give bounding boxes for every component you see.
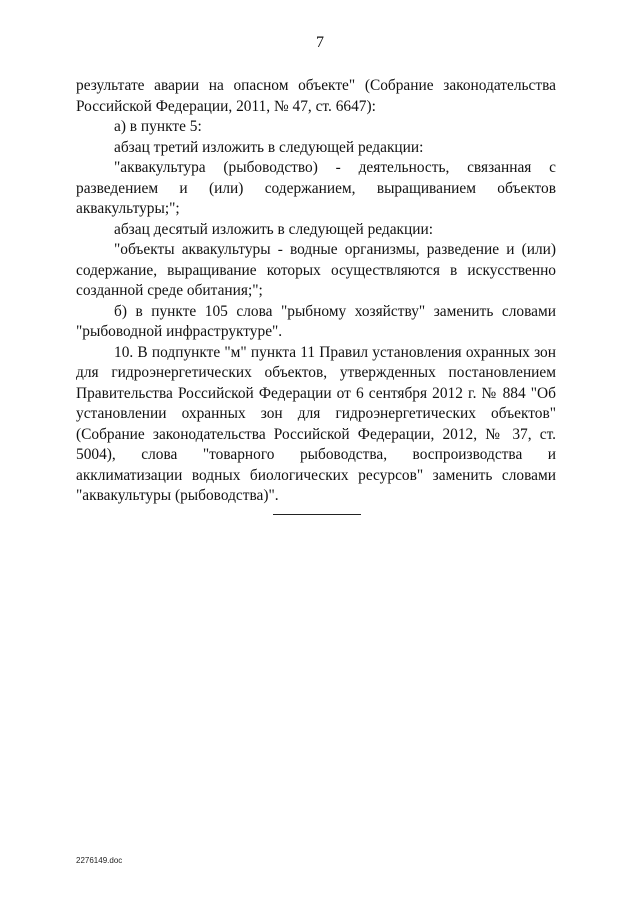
paragraph-8: 10. В подпункте "м" пункта 11 Правил установления охранных зон для гидроэнергетических объектов, утвержденных постановлением Правительства Российской Федерации от 6 сентября 2012 г. № 884 "Об установлении охранных зон для гидроэнергетических объектов" (Собрание законодательства Российской Федерации, 2012, № 37, ст. 5004), слова "товарного рыбоводства, воспроизводства и акклиматизации водных биологических ресурсов" заменить словами "аквакультуры (рыбоводства)". bbox=[76, 343, 556, 504]
paragraph-2: а) в пункте 5: bbox=[114, 118, 202, 135]
paragraph-4: "аквакультура (рыбоводство) - деятельность, связанная с разведением и (или) содержанием, выращиванием объектов аквакультуры;"; bbox=[76, 159, 556, 217]
paragraph-3: абзац третий изложить в следующей редакции: bbox=[114, 138, 424, 156]
footer-doc-reference: 2276149.doc bbox=[76, 856, 123, 865]
page-number: 7 bbox=[316, 34, 324, 51]
paragraph-7: б) в пункте 105 слова "рыбному хозяйству" заменить словами "рыбоводной инфраструктуре". bbox=[76, 302, 556, 340]
document-body bbox=[76, 76, 556, 507]
end-separator-line bbox=[273, 514, 361, 515]
paragraph-5: абзац десятый изложить в следующей редакции: bbox=[114, 220, 434, 238]
paragraph-6: "объекты аквакультуры - водные организмы, разведение и (или) содержание, выращивание которых осуществляются в искусственно созданной среде обитания;"; bbox=[76, 241, 556, 299]
paragraph-1: результате аварии на опасном объекте" (Собрание законодательства Российской Федерации, 2011, № 47, ст. 6647): bbox=[76, 77, 556, 115]
